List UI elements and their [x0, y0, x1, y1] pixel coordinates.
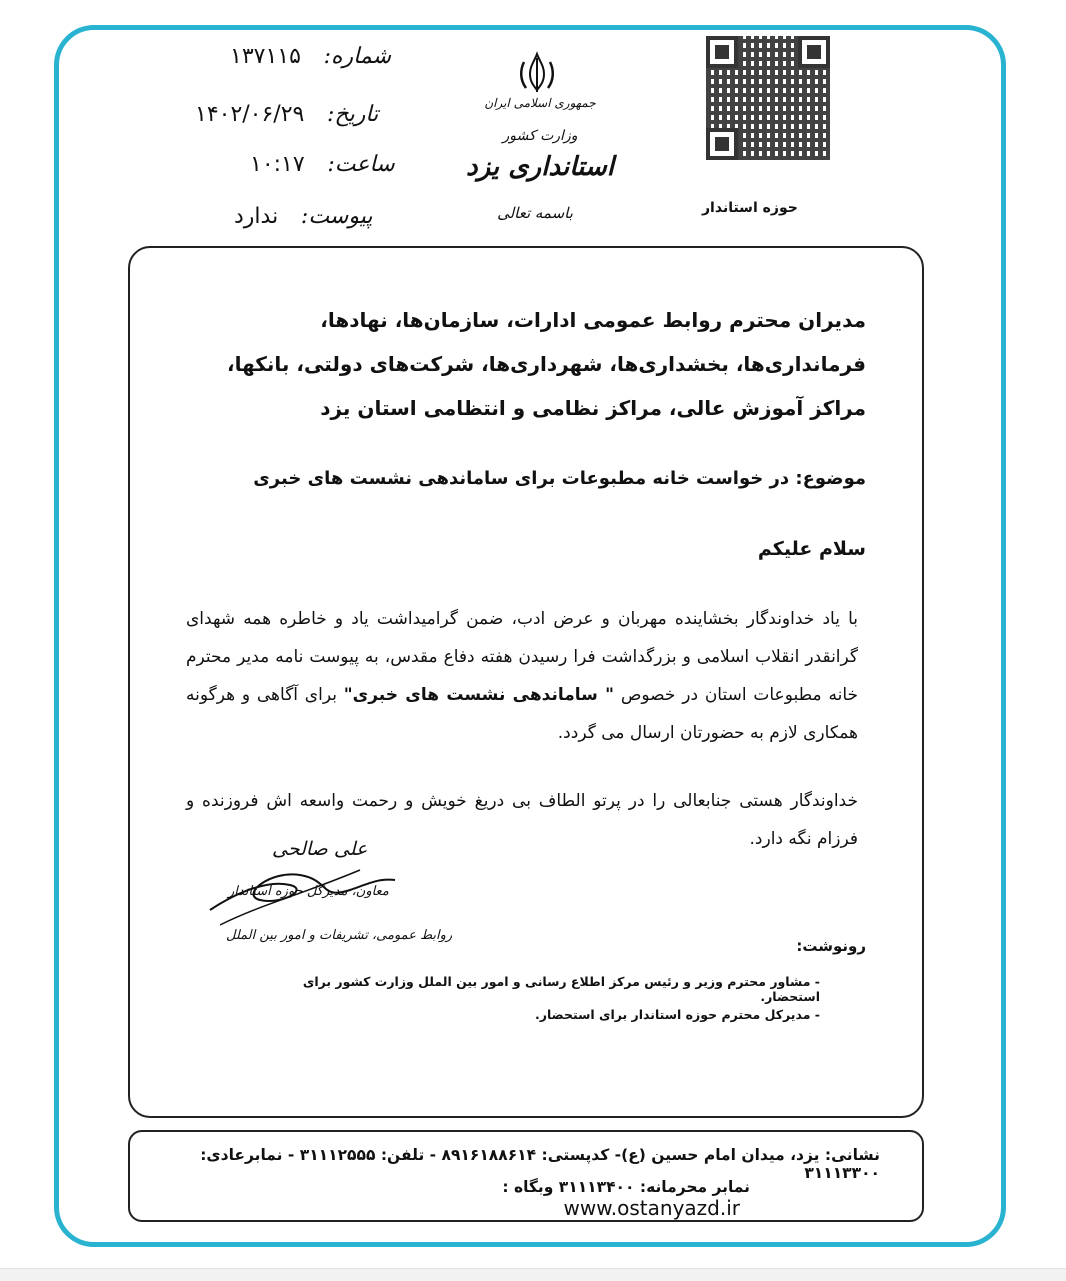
date-value: ۱۴۰۲/۰۶/۲۹: [195, 102, 305, 127]
cc-item: - مشاور محترم وزیر و رئیس مرکز اطلاع رسانی و امور بین الملل وزارت کشور برای استحضار.: [302, 974, 820, 1004]
letter-number: [230, 44, 391, 69]
greeting: سلام علیکم: [757, 538, 866, 560]
paragraph-2: خداوندگار هستی جنابعالی را در پرتو الطاف بی دریغ خویش و رحمت واسعه اش فروزنده و فرزام نگه دارد.: [186, 791, 858, 849]
bottom-strip: [0, 1268, 1066, 1281]
footer-contact: [320, 1178, 750, 1220]
cc-label: رونوشت:: [796, 937, 866, 955]
qr-code-icon: [706, 36, 830, 160]
office-line: استانداری یزد: [465, 152, 614, 182]
paragraph-1: [186, 600, 858, 752]
subject-label: موضوع:: [795, 468, 866, 489]
addressee: مدیران محترم روابط عمومی ادارات، سازمان‌ها، نهادها، فرمانداری‌ها، بخشداری‌ها، شهرداری‌ها، شرکت‌های دولتی، بانکها، مراکز آموزش عالی، مراکز نظامی و انتظامی استان یزد: [226, 308, 866, 420]
number-label: شماره:: [323, 44, 392, 69]
letter-attachment: [234, 204, 372, 229]
time-label: ساعت:: [327, 152, 395, 177]
subject-text: در خواست خانه مطبوعات برای ساماندهی نشست های خبری: [253, 468, 790, 489]
invocation: باسمه تعالی: [497, 204, 573, 222]
ministry-line: وزارت کشور: [502, 128, 578, 144]
iran-emblem-icon: [512, 48, 562, 98]
number-value: ۱۳۷۱۱۵: [230, 44, 301, 69]
attachment-value: ندارد: [234, 204, 279, 229]
country-line: جمهوری اسلامی ایران: [484, 96, 596, 110]
date-label: تاریخ:: [327, 102, 379, 127]
footer-fax: نمابر محرمانه: ۳۱۱۱۳۴۰۰ وبگاه :: [502, 1178, 750, 1196]
website-link[interactable]: www.ostanyazd.ir: [563, 1196, 740, 1220]
qr-caption: حوزه استاندار: [702, 200, 798, 216]
attachment-label: پیوست:: [300, 204, 373, 229]
signer-title: معاون، مدیرکل حوزه استاندار: [228, 884, 389, 899]
cc-item: - مدیرکل محترم حوزه استاندار برای استحضار.: [535, 1007, 820, 1022]
signer-name: علی صالحی: [272, 838, 368, 860]
letter-date: [195, 102, 378, 127]
qr-finder-icon: [706, 128, 738, 160]
qr-finder-icon: [798, 36, 830, 68]
letter-time: [250, 152, 395, 177]
paragraph-1-end: برای آگاهی و هرگونه همکاری لازم به حضورتان ارسال می گردد.: [186, 685, 858, 743]
qr-finder-icon: [706, 36, 738, 68]
paragraph-1-emphasis: " ساماندهی نشست های خبری": [343, 685, 615, 705]
paragraph-1-start: با یاد خداوندگار بخشاینده مهربان و عرض ادب، ضمن گرامیداشت یاد و خاطره همه شهدای گرانقدر انقلاب اسلامی و بزرگداشت فرا رسیدن هفته دفاع مقدس، به پیوست نامه مدیر محترم خانه مطبوعات استان در خصوص: [186, 609, 859, 705]
subject-line: [190, 468, 866, 489]
time-value: ۱۰:۱۷: [250, 152, 305, 177]
footer-address: نشانی: یزد، میدان امام حسین (ع)- کدپستی: ۸۹۱۶۱۸۸۶۱۴ - تلفن: ۳۱۱۱۲۵۵۵ - نمابرعادی: ۳۱۱۱۳۳۰۰: [200, 1146, 880, 1182]
signer-title-2: روابط عمومی، تشریفات و امور بین الملل: [226, 928, 453, 943]
